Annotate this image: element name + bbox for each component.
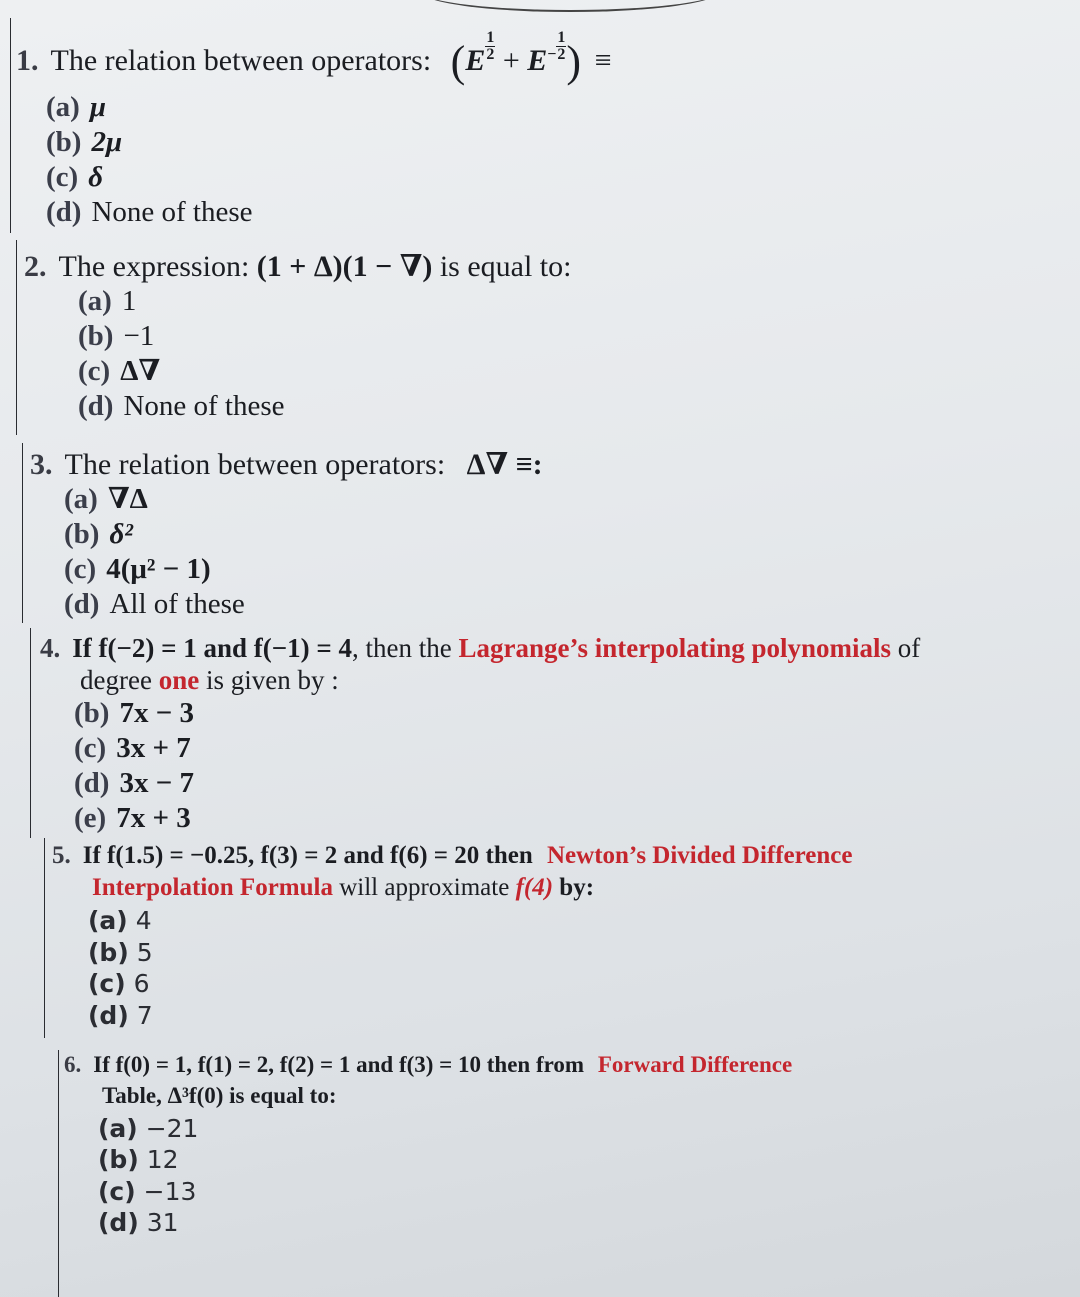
- option-b[interactable]: (b) 2μ: [46, 126, 123, 159]
- question-2: [24, 250, 571, 423]
- option-b[interactable]: (b) −1: [78, 319, 155, 352]
- option-d[interactable]: (d) 3x − 7: [74, 767, 194, 800]
- option-a[interactable]: (a) 1: [78, 285, 137, 317]
- question-1-text: [16, 30, 611, 86]
- highlighted-term: Interpolation Formula: [92, 873, 333, 901]
- option-b[interactable]: (b) δ²: [64, 517, 134, 550]
- question-6-text-line-1: 6. If f(0) = 1, f(1) = 2, f(2) = 1 and f(3) = 10 then from Forward Difference: [64, 1052, 793, 1077]
- question-1-expression: (E $\frac{1}{2}$ + E− $\frac{1}{2}$ ) ≡: [450, 29, 612, 86]
- question-3: [30, 448, 543, 621]
- question-6: [64, 1052, 792, 1237]
- option-a[interactable]: (a) −21: [98, 1113, 199, 1143]
- option-c[interactable]: (c) 6: [88, 969, 150, 998]
- partial-handwritten-mark: [420, 0, 720, 12]
- option-c[interactable]: (c) 3x + 7: [74, 732, 191, 765]
- option-b[interactable]: (b) 7x − 3: [74, 697, 194, 730]
- option-b[interactable]: (b) 5: [88, 937, 153, 967]
- question-1-prompt: The relation between operators:: [50, 44, 432, 77]
- question-4: [40, 634, 920, 835]
- option-a[interactable]: (a) ∇Δ: [64, 483, 148, 515]
- highlighted-term: one: [158, 664, 200, 695]
- question-4-text-line-1: 4. If f(−2) = 1 and f(−1) = 4, then the Lagrange’s interpolating polynomials of: [40, 633, 921, 663]
- question-5-divider: [44, 838, 45, 1038]
- question-4-divider: [30, 628, 31, 838]
- question-1: [16, 30, 611, 229]
- question-5-text-line-2: Interpolation Formula will approximate f(4) by:: [92, 873, 595, 901]
- question-3-text: 3. The relation between operators: Δ∇ ≡:: [30, 448, 543, 481]
- option-c[interactable]: (c) −13: [98, 1176, 197, 1206]
- option-c[interactable]: (c) δ: [46, 161, 104, 194]
- option-d[interactable]: (d) 31: [98, 1208, 179, 1238]
- highlighted-term: Forward Difference: [597, 1052, 793, 1077]
- question-3-divider: [22, 443, 23, 623]
- option-c[interactable]: (c) Δ∇: [78, 354, 161, 387]
- question-4-text-line-2: degree one is given by :: [80, 664, 339, 695]
- option-d[interactable]: (d) None of these: [78, 389, 285, 422]
- question-number: 1.: [16, 44, 39, 77]
- highlighted-term: f(4): [515, 873, 554, 901]
- question-5: [52, 842, 853, 1029]
- question-2-text: 2. The expression: (1 + Δ)(1 − ∇) is equal to:: [24, 250, 572, 283]
- option-b[interactable]: (b) 12: [98, 1145, 179, 1175]
- question-5-text-line-1: 5. If f(1.5) = −0.25, f(3) = 2 and f(6) = 20 then Newton’s Divided Difference: [52, 842, 853, 869]
- highlighted-term: Lagrange’s interpolating polynomials: [458, 633, 892, 663]
- option-d[interactable]: (d) None of these: [46, 196, 253, 229]
- option-a[interactable]: (a) μ: [46, 91, 106, 124]
- question-6-text-line-2: Table, Δ³f(0) is equal to:: [102, 1083, 337, 1109]
- highlighted-term: Newton’s Divided Difference: [547, 842, 853, 869]
- option-a[interactable]: (a) 4: [88, 906, 152, 935]
- option-e[interactable]: (e) 7x + 3: [74, 802, 191, 835]
- question-2-divider: [16, 240, 17, 435]
- option-d[interactable]: (d) 7: [88, 1000, 153, 1030]
- option-d[interactable]: (d) All of these: [64, 587, 245, 620]
- question-6-divider: [58, 1050, 59, 1297]
- question-1-divider: [10, 18, 11, 233]
- option-c[interactable]: (c) 4(μ² − 1): [64, 552, 211, 585]
